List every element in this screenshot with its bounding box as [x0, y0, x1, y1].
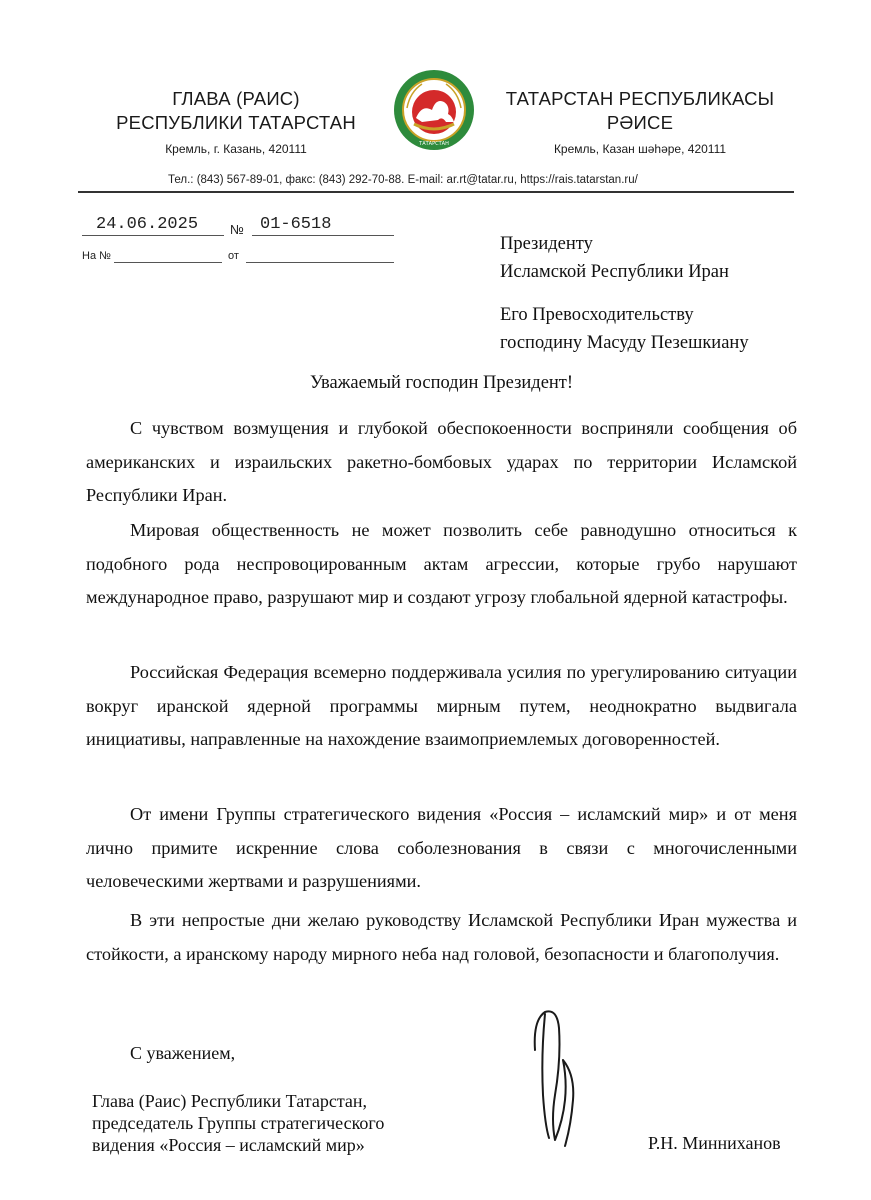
position-line-3: видения «Россия – исламский мир»	[92, 1135, 365, 1155]
ref-label: На №	[82, 250, 111, 262]
contacts-line: Тел.: (843) 567-89-01, факс: (843) 292-70-88. E-mail: ar.rt@tatar.ru, https://rais.tatarstan.ru/	[168, 174, 638, 186]
from-underline	[246, 262, 394, 263]
letterhead-left	[96, 87, 376, 157]
signer-name: Р.Н. Минниханов	[648, 1133, 781, 1153]
left-title: ГЛАВА (РАИС)	[172, 88, 300, 109]
number-underline	[252, 235, 394, 236]
paragraph-2: Мировая общественность не может позволить себе равнодушно относиться к подобного рода неспровоцированным актам агрессии, которые грубо нарушают международное право, разрушают мир и создают угрозу глобальной ядерной катастрофы.	[86, 520, 797, 607]
addressee-line-1: Президенту	[500, 234, 593, 254]
position-line-1: Глава (Раис) Республики Татарстан,	[92, 1091, 368, 1111]
closing-regards: С уважением,	[130, 1043, 236, 1063]
ref-underline	[114, 262, 222, 263]
handwritten-signature	[505, 1000, 605, 1150]
doc-number: 01-6518	[260, 215, 332, 234]
addressee-line-2: Исламской Республики Иран	[500, 262, 729, 282]
left-title-2: РЕСПУБЛИКИ ТАТАРСТАН	[116, 112, 356, 133]
signer-position	[92, 1090, 384, 1156]
right-title-2: РӘИСЕ	[606, 112, 674, 133]
paragraph-1: С чувством возмущения и глубокой обеспокоенности восприняли сообщения об американских и израильских ракетно-бомбовых ударах по территории Исламской Республики Иран.	[86, 418, 797, 505]
letterhead-right	[490, 87, 790, 157]
paragraph-4: От имени Группы стратегического видения «Россия – исламский мир» и от меня лично примите искренние слова соболезнования в связи с многочисленными человеческими жертвами и разрушениями.	[86, 804, 797, 891]
addressee-line-3: Его Превосходительству	[500, 305, 694, 325]
doc-date: 24.06.2025	[96, 215, 199, 234]
tatarstan-emblem-icon	[392, 68, 476, 152]
date-underline	[82, 235, 224, 236]
paragraph-5: В эти непростые дни желаю руководству Исламской Республики Иран мужества и стойкости, а иранскому народу мирного неба над головой, безопасности и благополучия.	[86, 910, 797, 964]
right-title: ТАТАРСТАН РЕСПУБЛИКАСЫ	[505, 88, 775, 109]
addressee-line-4: господину Масуду Пезешкиану	[500, 333, 749, 353]
header-divider	[78, 191, 794, 193]
number-sign: №	[230, 222, 244, 237]
position-line-2: председатель Группы стратегического	[92, 1113, 385, 1133]
left-address: Кремль, г. Казань, 420111	[165, 142, 307, 156]
right-address: Кремль, Казан шәһәре, 420111	[553, 142, 727, 156]
emblem-caption: ТАТАРСТАН	[419, 141, 449, 147]
addressee-block	[500, 230, 749, 357]
from-label: от	[228, 250, 239, 262]
paragraph-3: Российская Федерация всемерно поддерживала усилия по урегулированию ситуации вокруг иранской ядерной программы мирным путем, неоднократно выдвигала инициативы, направленные на нахождение взаимоприемлемых договоренностей.	[86, 662, 797, 749]
salutation: Уважаемый господин Президент!	[309, 373, 574, 393]
